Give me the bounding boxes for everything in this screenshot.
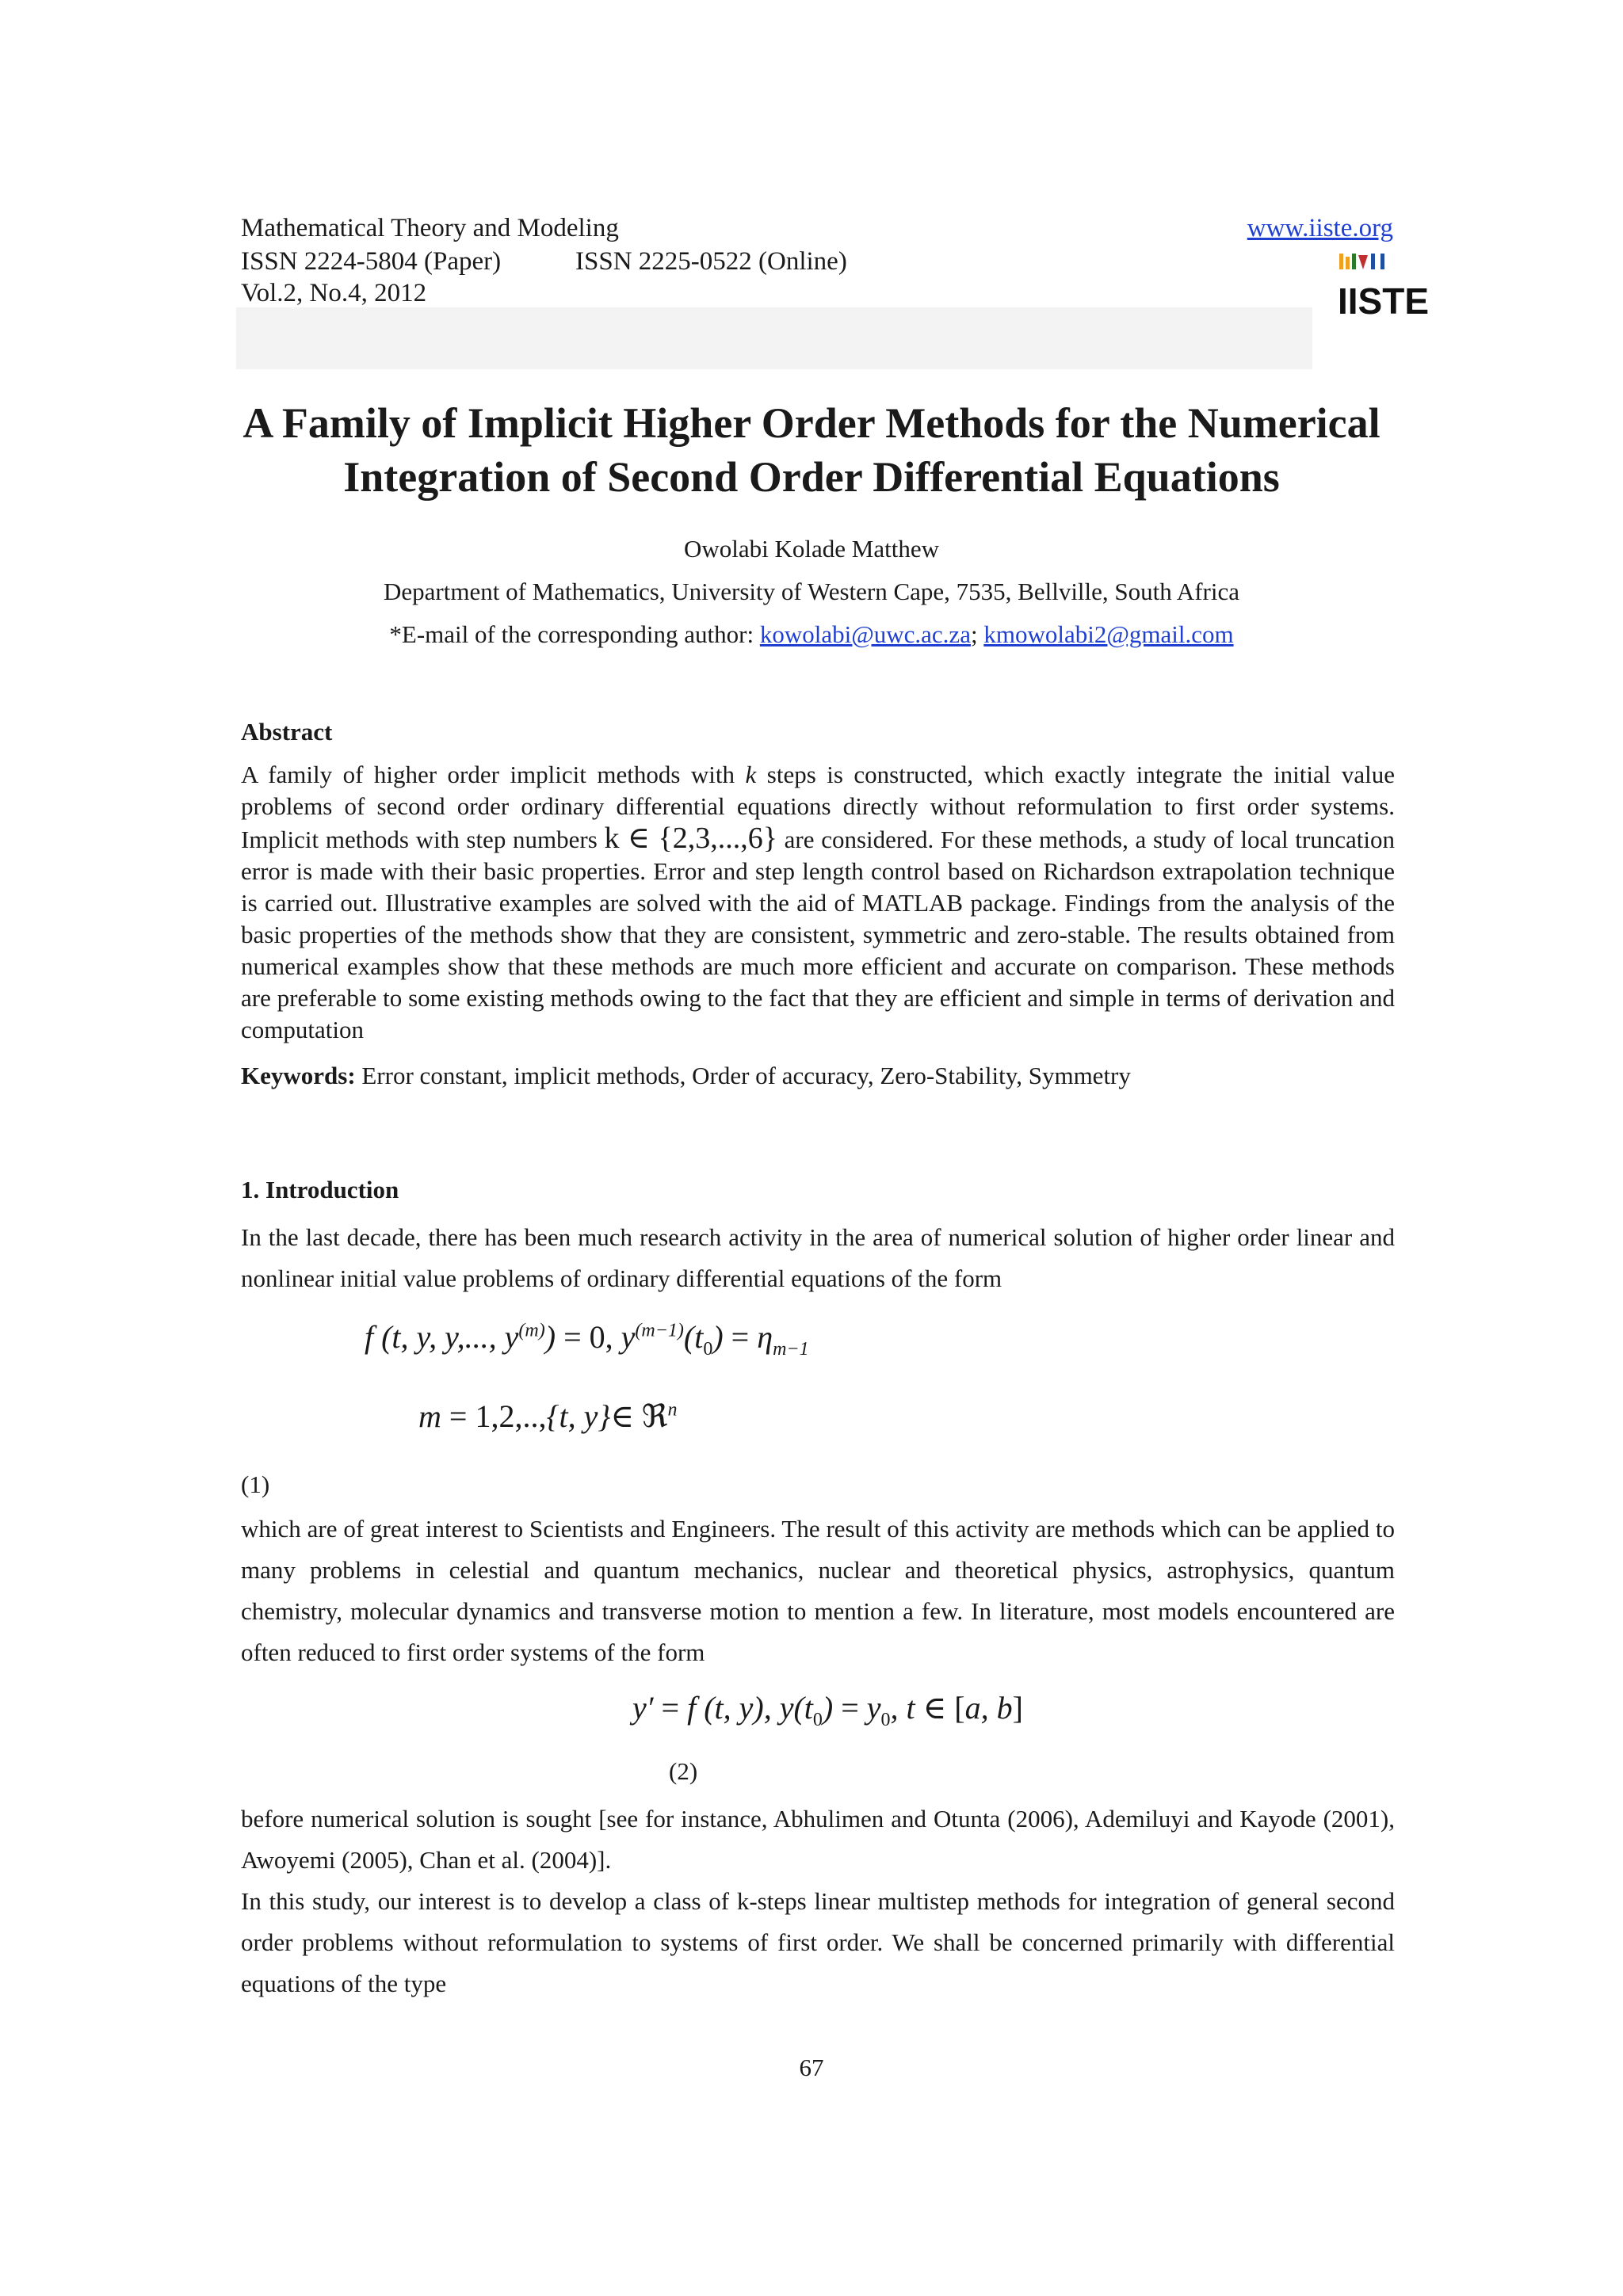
equation-number-1: (1) [241,1470,270,1498]
iiste-logo [1336,252,1430,322]
equation-1b: m = 1,2,..,{t, y}∈ ℜ$^n$ [418,1398,678,1434]
equation-1a: f (t, y, y,..., $y^{(m)}) = 0$, $y^{(m-1)}(t_0) = \eta_{m-1}$ [365,1319,809,1360]
abstract-k: k [745,761,757,788]
equation-number-2: (2) [669,1757,698,1785]
abstract-part-2: steps is constructed, which exactly integrate the initial value problems of second order ordinary differential equations directly without reformulation to first order systems. Implicit methods with step numbers [241,761,1395,853]
header-band [236,307,1312,369]
journal-name: Mathematical Theory and Modeling [241,214,619,242]
author-email-line [0,620,1623,649]
abstract-heading: Abstract [241,718,333,746]
email-link-2[interactable]: kmowolabi2@gmail.com [983,620,1234,648]
email-prefix: *E-mail of the corresponding author: [389,620,760,648]
email-separator: ; [970,620,984,648]
paper-title [158,396,1465,504]
title-line-2: Integration of Second Order Differential Equations [343,453,1280,501]
author-affiliation: Department of Mathematics, University of Western Cape, 7535, Bellville, South Africa [384,578,1239,605]
issn-paper: ISSN 2224-5804 (Paper) [241,247,502,276]
email-link-1[interactable]: kowolabi@uwc.ac.za [759,620,971,648]
intro-paragraph-1: In the last decade, there has been much research activity in the area of numerical solution of higher order linear and nonlinear initial value problems of ordinary differential equations of the form [241,1223,1395,1292]
intro-heading: 1. Introduction [241,1176,399,1203]
abstract-part-3: are considered. For these methods, a study of local truncation error is made with their basic properties. Error and step length control based on Richardson extrapolation technique is carried out. Illustrative examples are solved with the aid of MATLAB package. Findings from the analysis of the basic properties of the methods show that they are consistent, symmetric and zero-stable. The results obtained from numerical examples show that these methods are much more efficient and accurate on comparison. These methods are preferable to some existing methods owing to the fact that they are efficient and simple in terms of derivation and computation [241,826,1395,1043]
intro-paragraph-4: In this study, our interest is to develop a class of k-steps linear multistep methods for integration of general second order problems without reformulation to systems of first order. We shall be concerned primarily with differential equations of the type [241,1887,1395,1997]
keywords-label: Keywords: [241,1062,356,1089]
equation-2: y′ = f (t, y), $y(t_0) = y_0$, t ∈ [a, b] [632,1690,1023,1730]
abstract-part-1: A family of higher order implicit methods with [241,761,746,788]
website-link[interactable]: www.iiste.org [1247,214,1393,242]
keywords-text: Error constant, implicit methods, Order of accuracy, Zero-Stability, Symmetry [355,1062,1131,1089]
keywords-line [241,1060,1395,1092]
page-number: 67 [799,2054,824,2081]
title-line-1: A Family of Implicit Higher Order Methods for the Numerical [242,399,1381,447]
abstract-set: k ∈ {2,3,...,6} [604,822,777,855]
abstract-body [241,759,1395,1046]
intro-paragraph-3: before numerical solution is sought [see for instance, Abhulimen and Otunta (2006), Ademiluyi and Kayode (2001), Awoyemi (2005), Chan et al. (2004)]. [241,1805,1395,1874]
issn-online: ISSN 2225-0522 (Online) [575,247,847,276]
logo-text: IISTE [1338,280,1430,322]
author-name: Owolabi Kolade Matthew [684,535,939,563]
intro-paragraph-2: which are of great interest to Scientists and Engineers. The result of this activity are methods which can be applied to many problems in celestial and quantum mechanics, nuclear and theoretical physics, astrophysics, quantum chemistry, molecular dynamics and transverse motion to mention a few. In literature, most models encountered are often reduced to first order systems of the form [241,1515,1395,1666]
volume-info: Vol.2, No.4, 2012 [241,279,427,307]
